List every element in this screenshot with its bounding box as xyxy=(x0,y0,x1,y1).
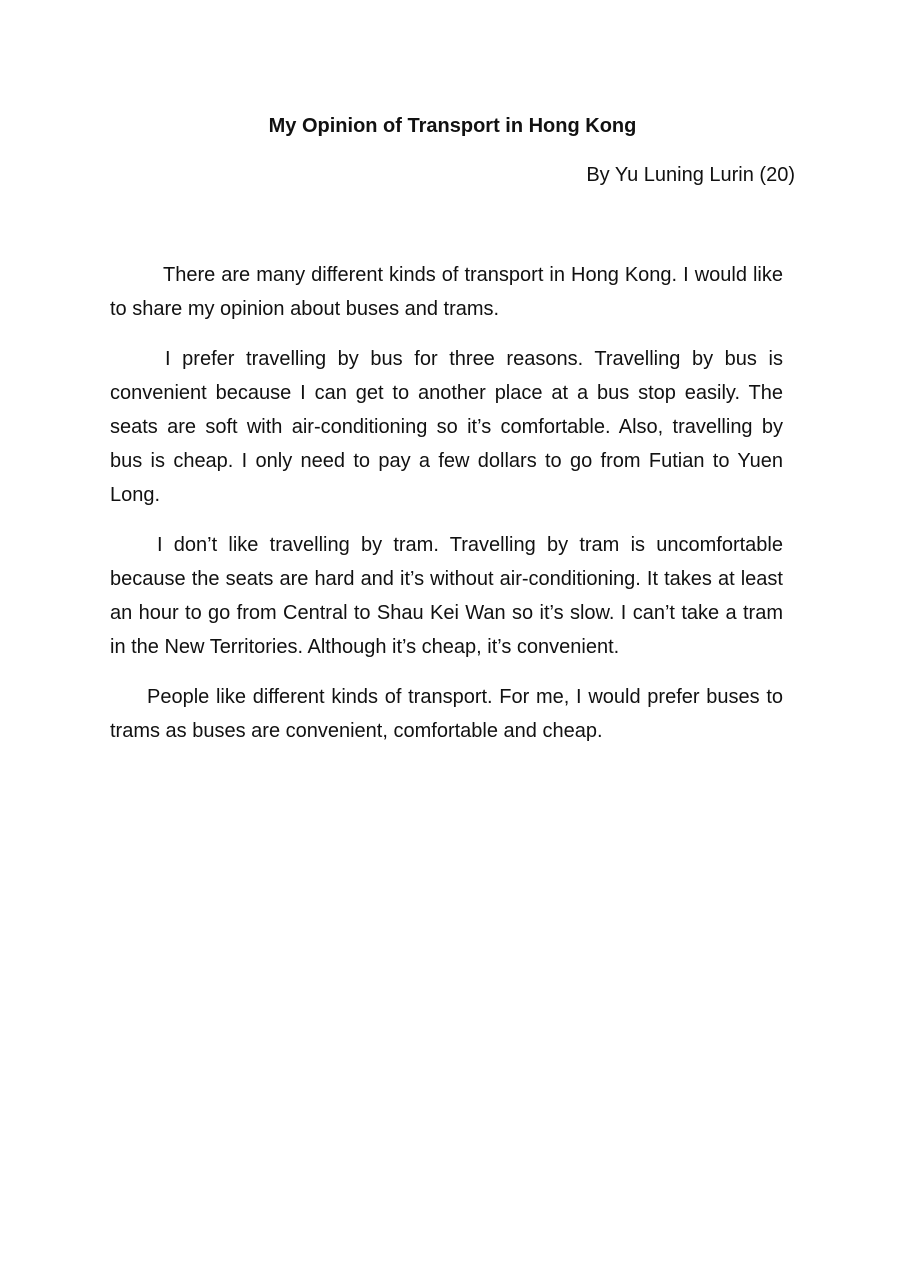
paragraph-intro: There are many different kinds of transport in Hong Kong. I would like to share my opinion about buses and trams. xyxy=(110,264,783,320)
paragraph-tram: I don’t like travelling by tram. Travelling by tram is uncomfortable because the seats are hard and it’s without air-conditioning. It takes at least an hour to go from Central to Shau Kei Wan so it’s slow. I can’t take a tram in the New Territories. Although it’s cheap, it’s convenient. xyxy=(110,534,783,658)
document-title: My Opinion of Transport in Hong Kong xyxy=(268,115,637,137)
paragraph-conclusion: People like different kinds of transport. For me, I would prefer buses to trams as buses are convenient, comfortable and cheap. xyxy=(110,686,783,742)
paragraph-bus: I prefer travelling by bus for three reasons. Travelling by bus is convenient because I can get to another place at a bus stop easily. The seats are soft with air-conditioning so it’s comfortable. Also, travelling by bus is cheap. I only need to pay a few dollars to go from Futian to Yuen Long. xyxy=(110,348,783,506)
essay-body xyxy=(110,258,783,764)
author-byline: By Yu Luning Lurin (20) xyxy=(586,164,795,186)
